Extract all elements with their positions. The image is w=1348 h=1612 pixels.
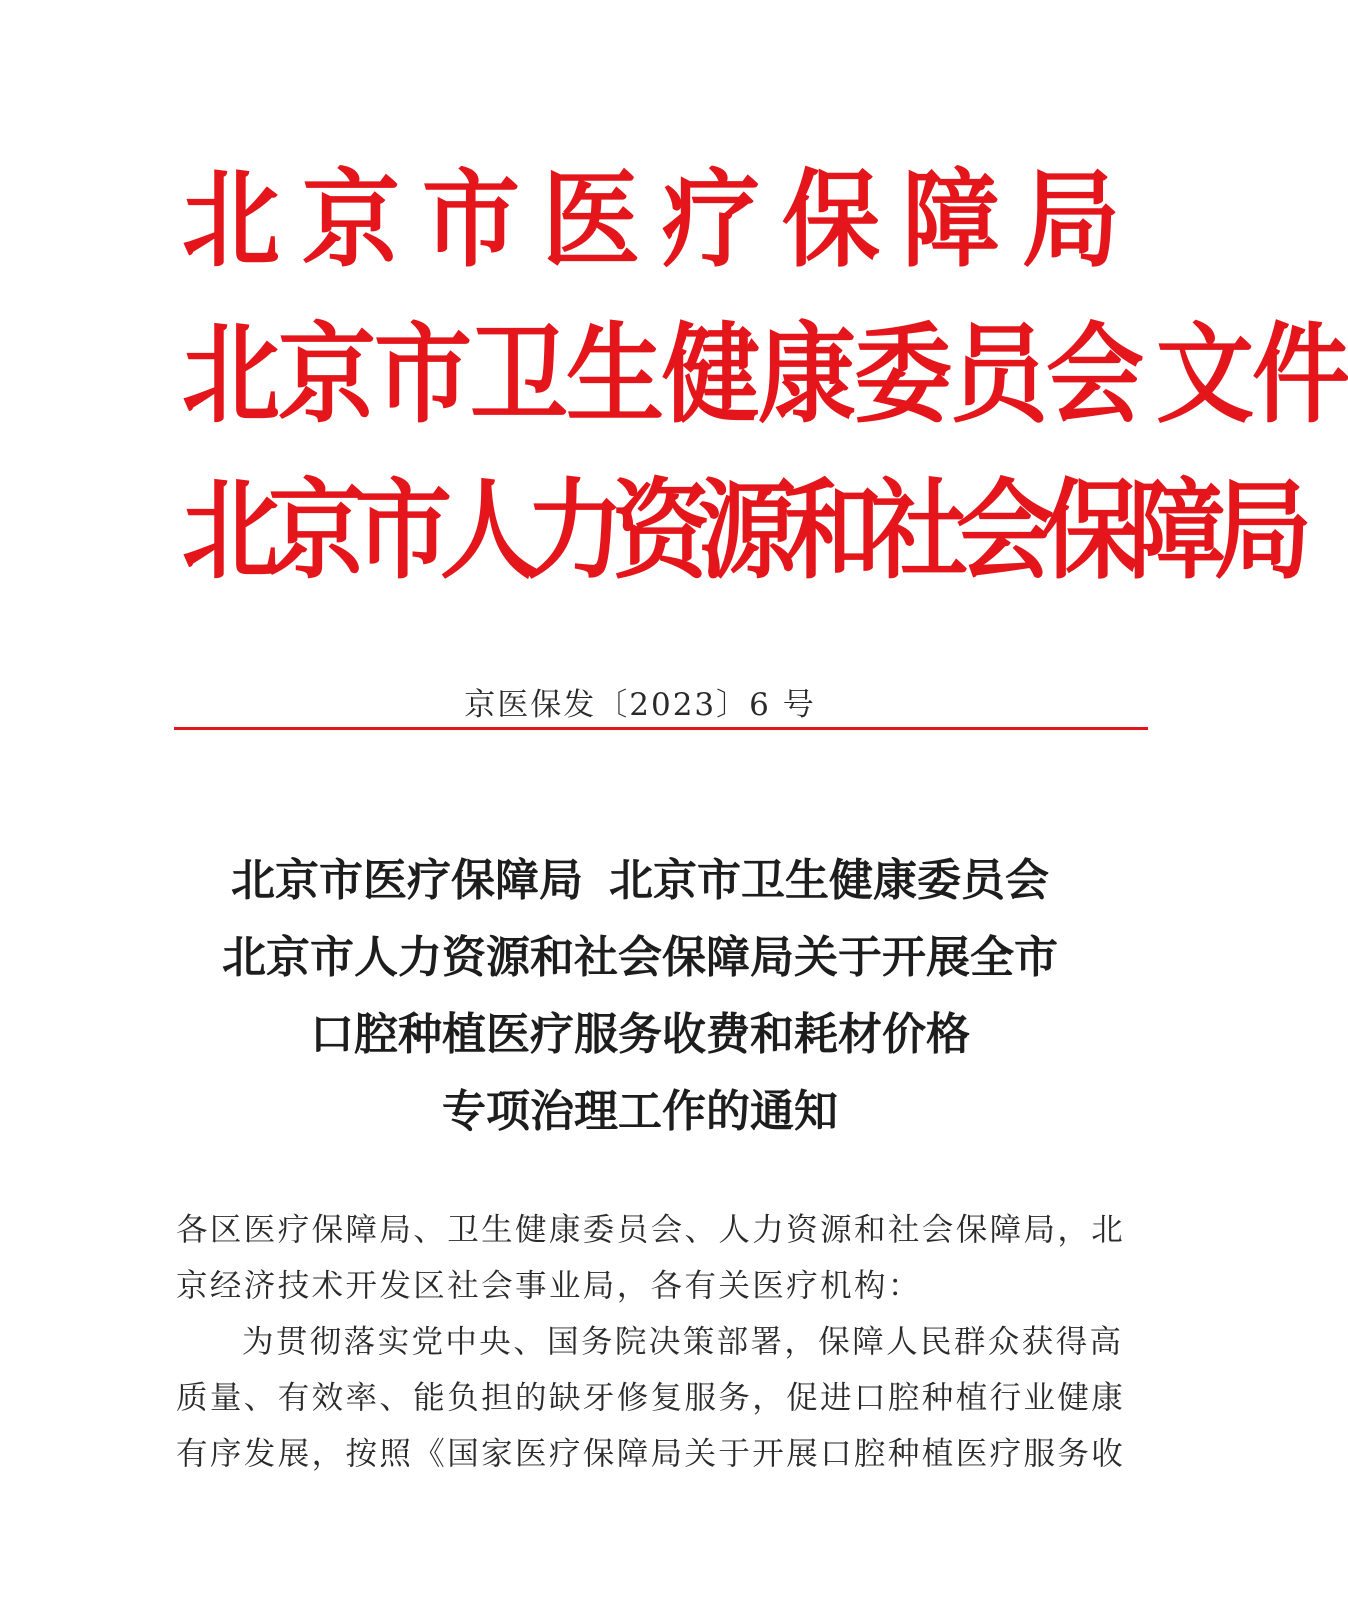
body-line: 京经济技术开发区社会事业局，各有关医疗机构： (176, 1268, 922, 1304)
body-line: 各区医疗保障局、卫生健康委员会、人力资源和社会保障局，北 (176, 1212, 1126, 1248)
document-suffix: 文件 (1156, 312, 1348, 439)
issuer-line-medical-security (182, 158, 1143, 283)
body-line: 为贯彻落实党中央、国务院决策部署，保障人民群众获得高 (242, 1324, 1124, 1360)
title-issuer-a: 北京市医疗保障局 (231, 855, 583, 906)
document-number: 京医保发〔2023〕6 号 (464, 687, 816, 723)
title-line-4: 专项治理工作的通知 (442, 1086, 838, 1137)
red-separator-rule (174, 727, 1148, 730)
issuer-name: 北京市医疗保障局 (182, 158, 1143, 283)
issuer-name: 北京市卫生健康委员会 (182, 312, 1143, 439)
body-line: 有序发展，按照《国家医疗保障局关于开展口腔种植医疗服务收 (176, 1436, 1126, 1472)
body-line: 质量、有效率、能负担的缺牙修复服务，促进口腔种植行业健康 (176, 1380, 1126, 1416)
notice-title (0, 852, 1280, 1160)
issuer-line-health-commission (182, 312, 1348, 439)
issuer-line-human-resources (182, 468, 1301, 595)
title-issuer-b: 北京市卫生健康委员会 (609, 855, 1049, 906)
issuer-name: 北京市人力资源和社会保障局 (182, 468, 1301, 595)
title-line-1 (0, 852, 1280, 910)
title-line-2: 北京市人力资源和社会保障局关于开展全市 (222, 932, 1058, 983)
title-line-3: 口腔种植医疗服务收费和耗材价格 (310, 1009, 970, 1060)
notice-body (176, 1202, 1136, 1482)
